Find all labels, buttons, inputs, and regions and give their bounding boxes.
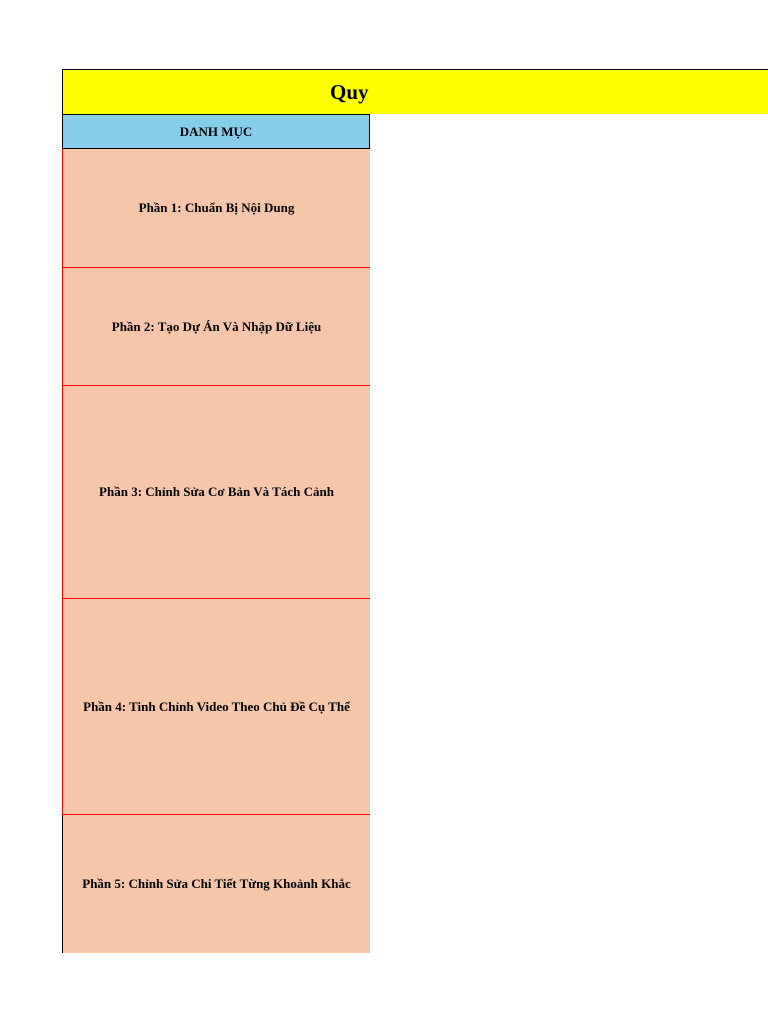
section-5-cell: Phần 5: Chỉnh Sửa Chi Tiết Từng Khoảnh Khắc <box>62 815 370 953</box>
sheet-title: Quy <box>330 80 369 104</box>
title-band <box>62 69 768 114</box>
category-header: DANH MỤC <box>62 114 370 149</box>
section-1-cell: Phần 1: Chuẩn Bị Nội Dung <box>62 149 370 268</box>
section-2-cell: Phần 2: Tạo Dự Án Và Nhập Dữ Liệu <box>62 268 370 386</box>
section-4-cell: Phần 4: Tinh Chỉnh Video Theo Chủ Đề Cụ Thể <box>62 599 370 815</box>
section-3-cell: Phần 3: Chỉnh Sửa Cơ Bản Và Tách Cảnh <box>62 386 370 599</box>
